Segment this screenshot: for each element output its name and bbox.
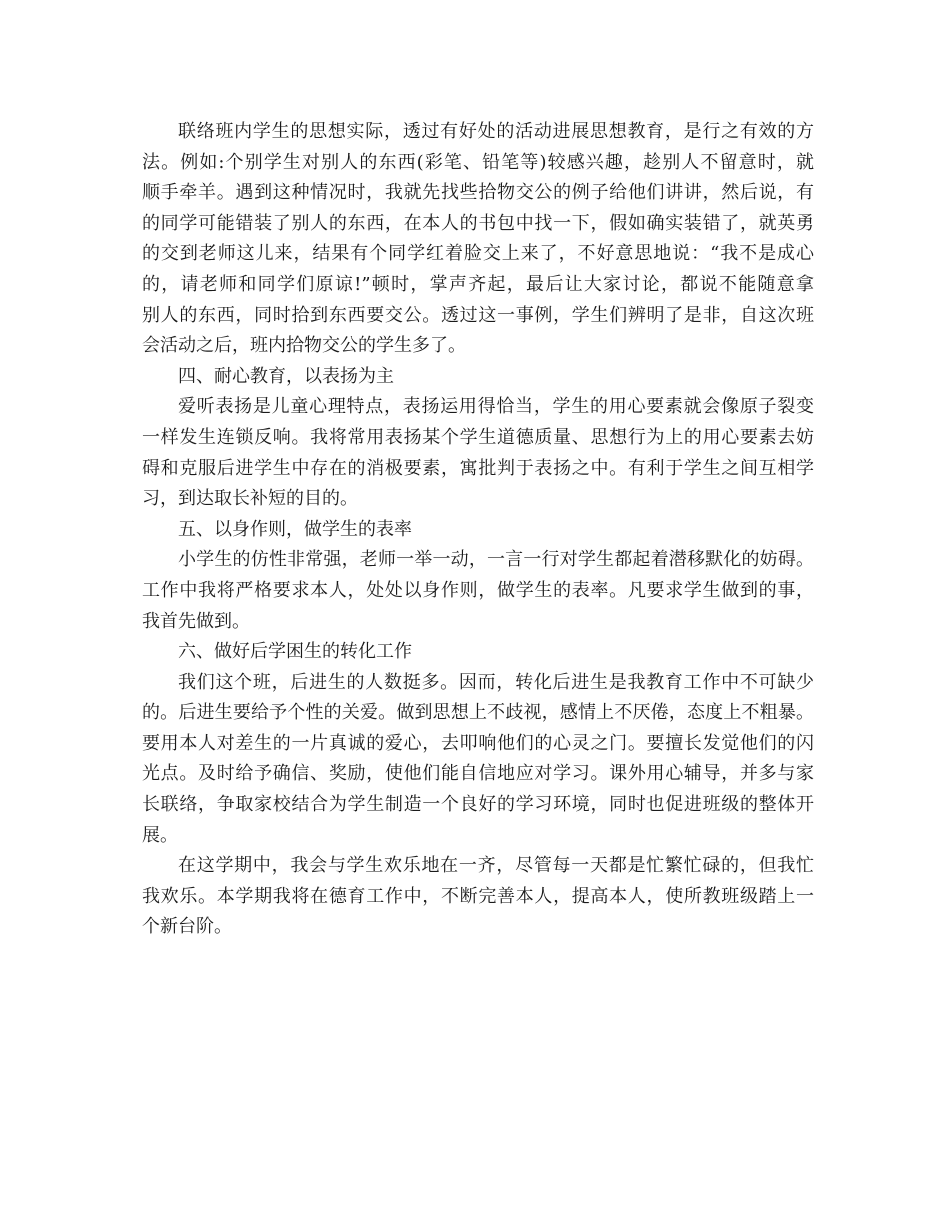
text-line: 顺手牵羊。遇到这种情况时，我就先找些拾物交公的例子给他们讲讲，然后说，有 [142,182,814,204]
section-heading-5 [142,515,814,546]
text-line: 别人的东西，同时拾到东西要交公。透过这一事例，学生们辨明了是非，自这次班 [142,304,814,326]
text-line: 碍和克服后进学生中存在的消极要素，寓批判于表扬之中。有利于学生之间互相学 [142,457,814,479]
paragraph-praise [142,392,814,514]
paragraph-class-activity-example [142,117,814,362]
text-line: 的交到老师这儿来，结果有个同学红着脸交上来了，不好意思地说：“我不是成心 [142,243,814,265]
text-line: 习，到达取长补短的目的。 [142,488,358,510]
paragraph-conclusion [142,851,814,943]
text-line: 我欢乐。本学期我将在德育工作中，不断完善本人，提高本人，使所教班级踏上一 [142,885,814,907]
paragraph-struggling-students [142,668,814,852]
text-line: 我们这个班，后进生的人数挺多。因而，转化后进生是我教育工作中不可缺少 [178,671,814,693]
text-line: 法。例如:个别学生对别人的东西(彩笔、铅笔等)较感兴趣，趁别人不留意时，就 [142,151,814,173]
text-line: 小学生的仿性非常强，老师一举一动，一言一行对学生都起着潜移默化的妨碍。 [178,549,814,571]
text-line: 我首先做到。 [142,610,250,632]
text-line: 光点。及时给予确信、奖励，使他们能自信地应对学习。课外用心辅导，并多与家 [142,763,814,785]
text-line: 会活动之后，班内拾物交公的学生多了。 [142,335,466,357]
text-line: 爱听表扬是儿童心理特点，表扬运用得恰当，学生的用心要素就会像原子裂变 [178,396,814,418]
text-line: 个新台阶。 [142,916,232,938]
text-line: 一样发生连锁反响。我将常用表扬某个学生道德质量、思想行为上的用心要素去妨 [142,426,814,448]
text-line: 的。后进生要给予个性的关爱。做到思想上不歧视，感情上不厌倦，态度上不粗暴。 [142,702,814,724]
heading-text: 六、做好后学困生的转化工作 [178,641,412,663]
text-line: 要用本人对差生的一片真诚的爱心，去叩响他们的心灵之门。要擅长发觉他们的闪 [142,732,814,754]
paragraph-role-model [142,545,814,637]
heading-text: 四、耐心教育，以表扬为主 [178,365,394,387]
document-page [142,117,814,943]
text-line: 的，请老师和同学们原谅!”顿时，掌声齐起，最后让大家讨论，都说不能随意拿 [142,273,814,295]
text-line: 联络班内学生的思想实际，透过有好处的活动进展思想教育，是行之有效的方 [178,121,814,142]
text-line: 工作中我将严格要求本人，处处以身作则，做学生的表率。凡要求学生做到的事， [142,579,814,601]
text-line: 的同学可能错装了别人的东西，在本人的书包中找一下，假如确实装错了，就英勇 [142,212,814,234]
text-line: 展。 [142,824,178,846]
text-line: 在这学期中，我会与学生欢乐地在一齐，尽管每一天都是忙繁忙碌的，但我忙 [178,855,814,877]
section-heading-6 [142,637,814,668]
section-heading-4 [142,362,814,393]
text-line: 长联络，争取家校结合为学生制造一个良好的学习环境，同时也促进班级的整体开 [142,794,814,816]
heading-text: 五、以身作则，做学生的表率 [178,518,412,540]
